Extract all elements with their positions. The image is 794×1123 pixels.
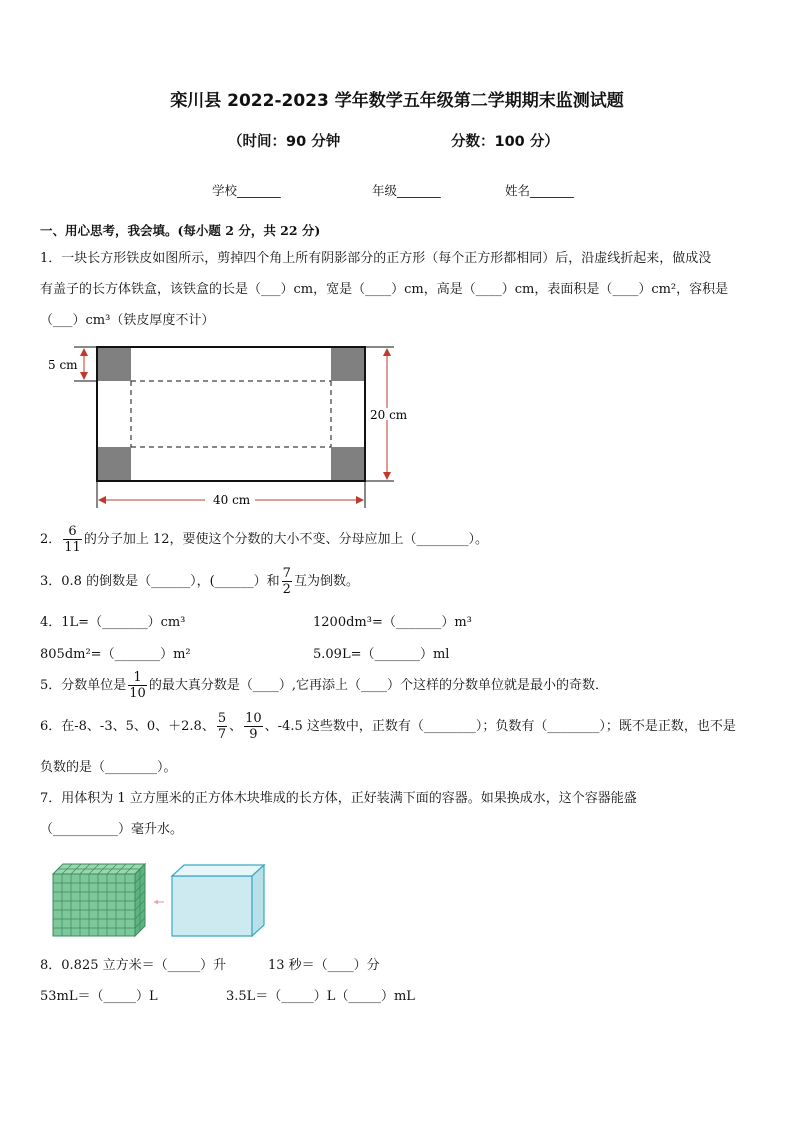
page-title: 栾川县 2022-2023 学年数学五年级第二学期期末监测试题 [170,91,624,111]
question-4-d: 5.09L=（_______）ml [313,647,450,662]
corner-size-label: 5 cm [48,358,78,372]
fraction: $\frac{1}{10}$ [129,670,146,701]
question-6: 6．在-8、-3、5、0、＋2.8、 $\frac{5}{7}$ 、 $\frac{10}{9}$ 、-4.5 这些数中，正数有（________）；负数有（________）；既不是正数，也不是 [40,711,736,742]
fraction: $\frac{6}{11}$ [64,524,81,555]
question-8-c: 53mL＝（_____）L [40,989,158,1004]
section-title: 一、用心思考，我会填。(每小题 2 分，共 22 分) [40,223,321,238]
question-4-b: 1200dm³=（_______）m³ [313,615,472,630]
fraction: $\frac{7}{2}$ [282,566,291,597]
question-8-b: 13 秒＝（____）分 [268,958,380,973]
question-5: 5．分数单位是 $\frac{1}{10}$ 的最大真分数是（____）,它再添上（____）个这样的分数单位就是最小的奇数． [40,670,608,701]
question-7-line-1: 7．用体积为 1 立方厘米的正方体木块堆成的长方体，正好装满下面的容器。如果换成水，这个容器能盛 [40,791,637,806]
question-4-a: 4．1L=（_______）cm³ [40,615,186,630]
width-label: 40 cm [213,493,251,507]
name-field: 姓名_______ [505,183,574,198]
question-8-d: 3.5L＝（_____）L（_____）mL [226,989,415,1004]
container-box [172,865,264,936]
fraction: $\frac{10}{9}$ [245,711,262,742]
corner-square [331,348,364,381]
cube-and-container-diagram [50,862,270,940]
corner-square [98,447,131,480]
question-1-line-2: 有盖子的长方体铁盒，该铁盒的长是（___）cm，宽是（____）cm，高是（____）cm，表面积是（____）cm²，容积是 [40,282,729,297]
question-6-line-2: 负数的是（________）。 [40,760,177,775]
question-1-line-3: （___）cm³（铁皮厚度不计） [40,313,215,328]
sheet-outline [97,347,365,481]
question-3: 3．0.8 的倒数是（______），(______）和 $\frac{7}{2}$ 互为倒数。 [40,566,359,597]
school-field: 学校_______ [212,183,281,198]
corner-square [331,447,364,480]
question-1-line-1: 1．一块长方形铁皮如图所示，剪掉四个角上所有阴影部分的正方形（每个正方形都相同）后，沿虚线折起来，做成没 [40,251,712,266]
fraction: $\frac{5}{7}$ [217,711,227,742]
grade-field: 年级_______ [372,183,441,198]
exam-time: （时间：90 分钟 [228,134,341,150]
cube-stack [53,864,145,936]
sheet-diagram [40,338,430,516]
exam-score: 分数：100 分） [451,134,559,150]
question-8-a: 8．0.825 立方米＝（_____）升 [40,958,227,973]
height-label: 20 cm [370,408,408,422]
corner-square [98,348,131,381]
question-7-line-2: （__________）毫升水。 [40,822,184,837]
question-4-c: 805dm²=（_______）m² [40,647,191,662]
question-2: 2． $\frac{6}{11}$ 的分子加上 12，要使这个分数的大小不变、分母应加上（________）。 [40,524,489,555]
